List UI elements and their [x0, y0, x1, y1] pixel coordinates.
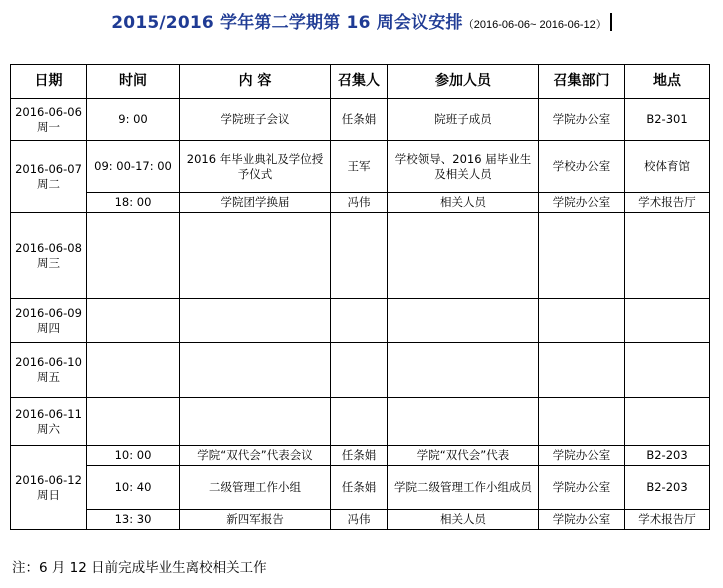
empty-cell — [388, 213, 539, 299]
empty-cell — [87, 213, 180, 299]
content-cell: 2016 年毕业典礼及学位授予仪式 — [180, 141, 331, 193]
header-participants: 参加人员 — [388, 65, 539, 99]
empty-cell — [180, 213, 331, 299]
content-cell: 新四军报告 — [180, 510, 331, 530]
title-main: 2015/2016 学年第二学期第 16 周会议安排 — [111, 13, 463, 33]
location-cell: 学术报告厅 — [625, 510, 710, 530]
empty-cell — [331, 343, 388, 398]
page-title — [0, 8, 723, 42]
weekday-text: 周一 — [37, 119, 60, 134]
table-row — [11, 299, 710, 343]
empty-cell — [388, 343, 539, 398]
empty-cell — [87, 398, 180, 446]
weekday-text: 周二 — [37, 176, 60, 191]
content-cell: 学院团学换届 — [180, 193, 331, 213]
empty-cell — [180, 343, 331, 398]
weekday-text: 周四 — [37, 320, 60, 335]
footnote: 注：6 月 12 日前完成毕业生离校相关工作 — [12, 560, 267, 576]
time-cell: 09: 00-17: 00 — [87, 141, 180, 193]
participants-cell: 相关人员 — [388, 193, 539, 213]
empty-cell — [331, 398, 388, 446]
empty-cell — [625, 213, 710, 299]
empty-cell — [539, 299, 625, 343]
convener-cell: 冯伟 — [331, 193, 388, 213]
date-text: 2016-06-07 — [15, 161, 82, 176]
convener-cell: 任条娟 — [331, 466, 388, 510]
department-cell: 学院办公室 — [539, 99, 625, 141]
empty-cell — [625, 398, 710, 446]
department-cell: 学院办公室 — [539, 446, 625, 466]
convener-cell: 任条娟 — [331, 446, 388, 466]
participants-cell: 学校领导、2016 届毕业生及相关人员 — [388, 141, 539, 193]
table-row — [11, 398, 710, 446]
header-location: 地点 — [625, 65, 710, 99]
location-cell: 校体育馆 — [625, 141, 710, 193]
empty-cell — [625, 343, 710, 398]
empty-cell — [331, 299, 388, 343]
participants-cell: 相关人员 — [388, 510, 539, 530]
time-cell: 10: 00 — [87, 446, 180, 466]
header-content: 内 容 — [180, 65, 331, 99]
text-cursor — [610, 13, 612, 31]
empty-cell — [539, 398, 625, 446]
convener-cell: 王军 — [331, 141, 388, 193]
empty-cell — [331, 213, 388, 299]
table-row — [11, 510, 710, 530]
header-time: 时间 — [87, 65, 180, 99]
header-row — [11, 65, 710, 99]
participants-cell: 学院二级管理工作小组成员 — [388, 466, 539, 510]
empty-cell — [87, 299, 180, 343]
empty-cell — [180, 299, 331, 343]
empty-cell — [180, 398, 331, 446]
content-cell: 学院班子会议 — [180, 99, 331, 141]
content-cell: 二级管理工作小组 — [180, 466, 331, 510]
table-row — [11, 343, 710, 398]
table-row — [11, 193, 710, 213]
date-cell — [11, 213, 87, 299]
department-cell: 学院办公室 — [539, 193, 625, 213]
title-date-range: （2016-06-06~ 2016-06-12） — [462, 19, 607, 31]
table-row — [11, 446, 710, 466]
empty-cell — [539, 343, 625, 398]
location-cell: B2-203 — [625, 446, 710, 466]
empty-cell — [388, 299, 539, 343]
date-text: 2016-06-11 — [15, 406, 82, 421]
date-cell — [11, 99, 87, 141]
weekday-text: 周五 — [37, 370, 60, 384]
empty-cell — [87, 343, 180, 398]
weekday-text: 周六 — [37, 421, 60, 436]
table-row — [11, 213, 710, 299]
department-cell: 学院办公室 — [539, 510, 625, 530]
time-cell: 13: 30 — [87, 510, 180, 530]
date-cell — [11, 343, 87, 398]
date-text: 2016-06-06 — [15, 104, 82, 119]
time-cell: 18: 00 — [87, 193, 180, 213]
header-convener: 召集人 — [331, 65, 388, 99]
content-cell: 学院“双代会”代表会议 — [180, 446, 331, 466]
schedule-table — [10, 64, 710, 530]
participants-cell: 学院“双代会”代表 — [388, 446, 539, 466]
date-text: 2016-06-09 — [15, 305, 82, 320]
header-date: 日期 — [11, 65, 87, 99]
date-cell — [11, 299, 87, 343]
date-text: 2016-06-12 — [15, 472, 82, 487]
empty-cell — [625, 299, 710, 343]
table-row — [11, 466, 710, 510]
department-cell: 学校办公室 — [539, 141, 625, 193]
location-cell: B2-203 — [625, 466, 710, 510]
convener-cell: 任条娟 — [331, 99, 388, 141]
date-cell — [11, 141, 87, 213]
empty-cell — [388, 398, 539, 446]
table-row — [11, 141, 710, 193]
date-text: 2016-06-08 — [15, 240, 82, 255]
time-cell: 10: 40 — [87, 466, 180, 510]
date-text: 2016-06-10 — [15, 355, 82, 369]
location-cell: B2-301 — [625, 99, 710, 141]
date-cell — [11, 446, 87, 530]
weekday-text: 周日 — [37, 487, 60, 502]
location-cell: 学术报告厅 — [625, 193, 710, 213]
convener-cell: 冯伟 — [331, 510, 388, 530]
weekday-text: 周三 — [37, 255, 60, 270]
time-cell: 9: 00 — [87, 99, 180, 141]
department-cell: 学院办公室 — [539, 466, 625, 510]
empty-cell — [539, 213, 625, 299]
date-cell — [11, 398, 87, 446]
participants-cell: 院班子成员 — [388, 99, 539, 141]
table-row — [11, 99, 710, 141]
header-department: 召集部门 — [539, 65, 625, 99]
